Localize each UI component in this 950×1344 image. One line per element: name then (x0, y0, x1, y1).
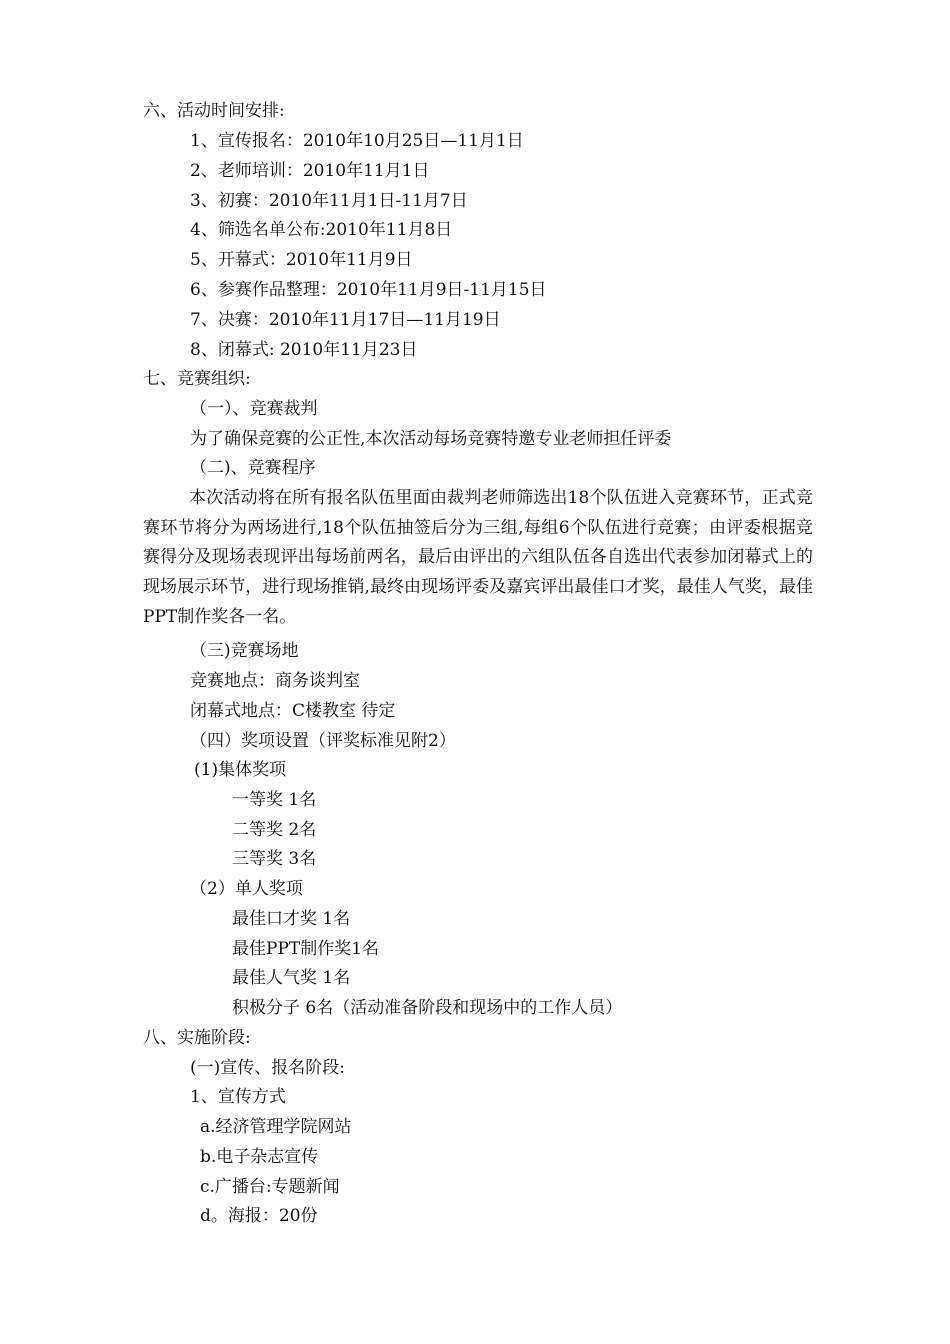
subsection-title-venue: （三)竞赛场地 (190, 641, 299, 661)
judges-text: 为了确保竞赛的公正性,本次活动每场竞赛特邀专业老师担任评委 (190, 429, 672, 449)
publicity-item: c.广播台:专题新闻 (200, 1177, 340, 1197)
subsection-title-judges: （一）、竞赛裁判 (190, 399, 318, 419)
schedule-item: 2、老师培训：2010年11月1日 (190, 161, 430, 181)
closing-venue-line: 闭幕式地点：C楼教室 待定 (190, 701, 396, 721)
publicity-item: b.电子杂志宣传 (200, 1147, 319, 1167)
schedule-item: 5、开幕式：2010年11月9日 (190, 250, 413, 270)
award-item: 最佳PPT制作奖1名 (232, 939, 380, 959)
schedule-item: 6、参赛作品整理：2010年11月9日-11月15日 (190, 280, 547, 300)
schedule-item: 3、初赛：2010年11月1日-11月7日 (190, 191, 468, 211)
publicity-title: 1、宣传方式 (190, 1087, 286, 1107)
award-item: 最佳人气奖 1名 (232, 968, 351, 988)
award-item: 一等奖 1名 (232, 790, 317, 810)
schedule-item: 7、决赛：2010年11月17日—11月19日 (190, 310, 501, 330)
section-heading-schedule: 六、活动时间安排: (143, 101, 285, 121)
award-item: 积极分子 6名（活动准备阶段和现场中的工作人员） (232, 998, 623, 1018)
venue-line: 竞赛地点：商务谈判室 (190, 671, 360, 691)
award-item: 最佳口才奖 1名 (232, 909, 351, 929)
award-item: 三等奖 3名 (232, 849, 317, 869)
group-awards-title: (1)集体奖项 (194, 760, 287, 780)
schedule-item: 8、闭幕式: 2010年11月23日 (190, 340, 418, 360)
publicity-item: a.经济管理学院网站 (200, 1117, 352, 1137)
schedule-item: 4、筛选名单公布:2010年11月8日 (190, 220, 453, 240)
individual-awards-title: （2）单人奖项 (190, 879, 303, 899)
phase-title: (一)宣传、报名阶段: (190, 1058, 345, 1078)
award-item: 二等奖 2名 (232, 820, 317, 840)
section-heading-implementation: 八、实施阶段: (143, 1028, 251, 1048)
section-heading-organization: 七、竞赛组织: (143, 369, 251, 389)
schedule-item: 1、宣传报名：2010年10月25日—11月1日 (190, 131, 524, 151)
subsection-title-awards: （四）奖项设置（评奖标准见附2） (190, 731, 456, 751)
publicity-item: d。海报：20份 (200, 1206, 318, 1226)
procedure-paragraph: 本次活动将在所有报名队伍里面由裁判老师筛选出18个队伍进入竞赛环节，正式竞赛环节将分为两场进行,18个队伍抽签后分为三组,每组6个队伍进行竞赛；由评委根据竞赛得分及现场表现评出每场前两名，最后由评出的六组队伍各自选出代表参加闭幕式上的现场展示环节，进行现场推销,最终由现场评委及嘉宾评出最佳口才奖，最佳人气奖，最佳PPT制作奖各一名。 (143, 488, 813, 627)
subsection-title-procedure: （二)、竞赛程序 (190, 458, 316, 478)
